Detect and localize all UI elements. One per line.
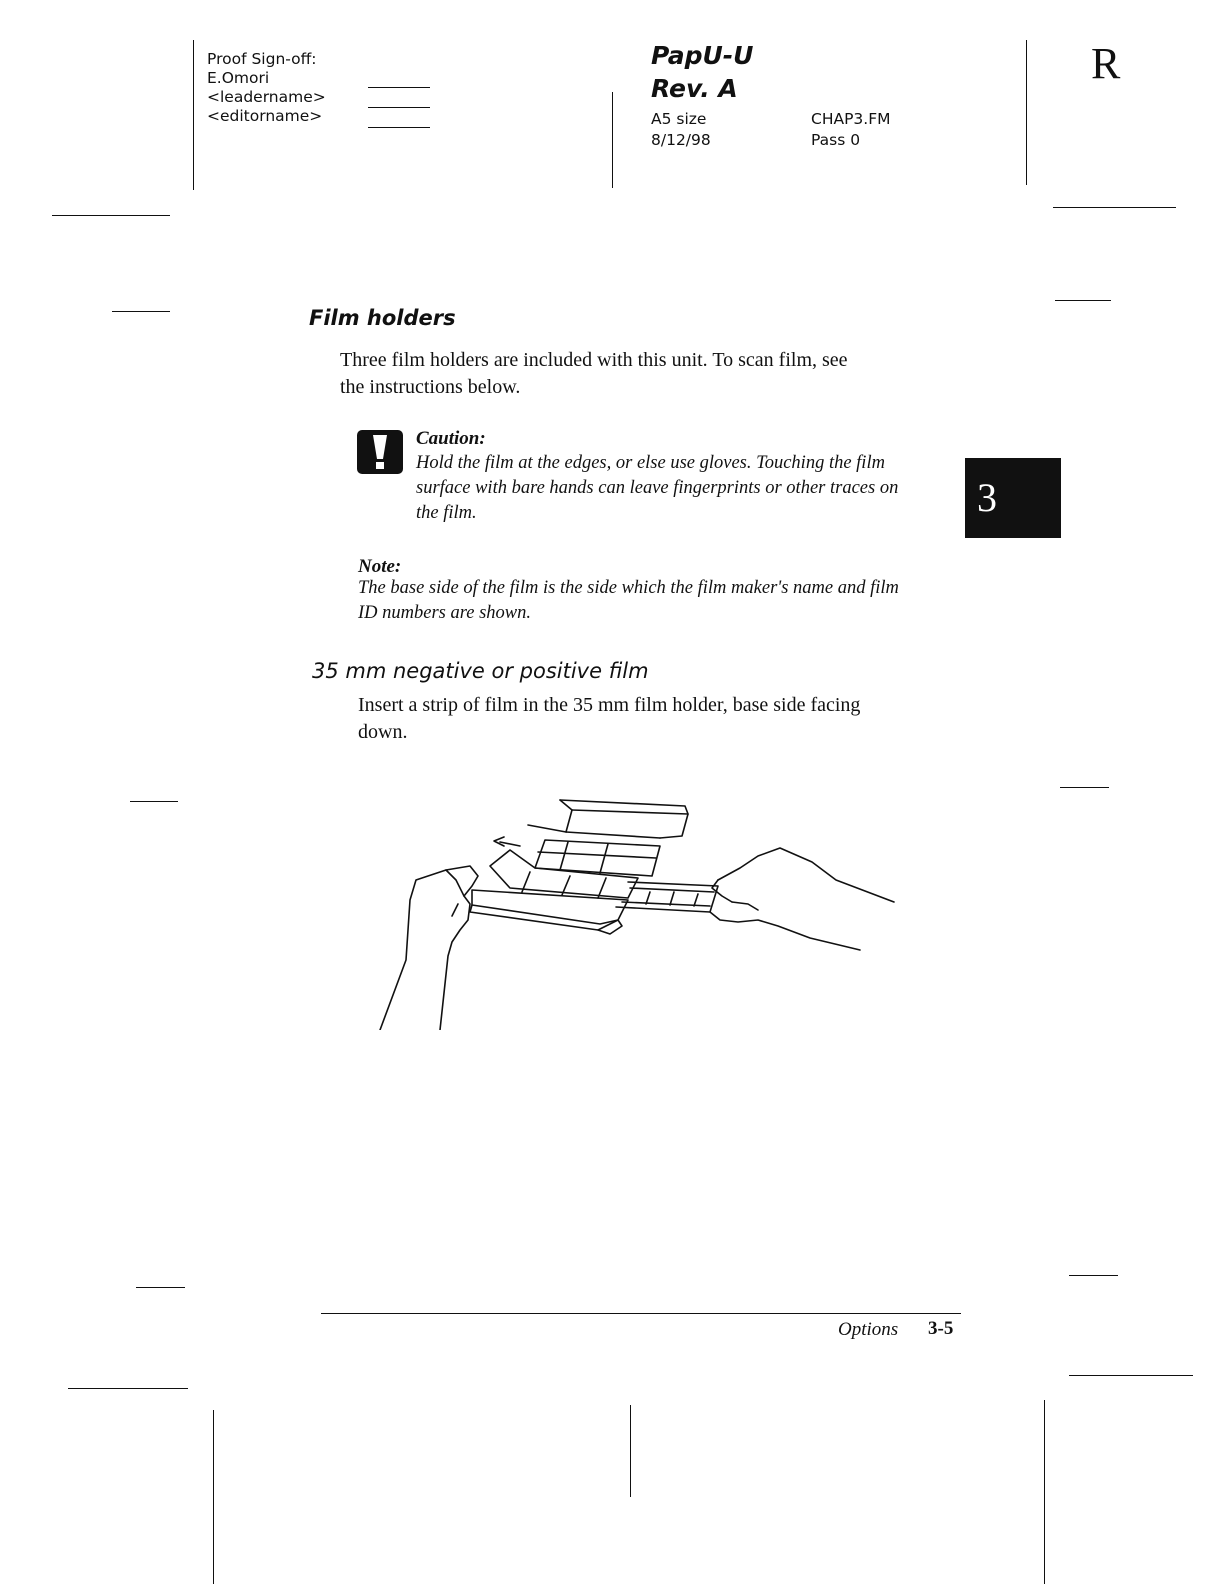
caution-text bbox=[416, 451, 956, 526]
crop-mark bbox=[1069, 1275, 1118, 1276]
chapter-tab: 3 bbox=[965, 458, 1061, 538]
product-name: PapU-U bbox=[651, 41, 754, 70]
crop-mark bbox=[1069, 1375, 1193, 1376]
crop-mark bbox=[136, 1287, 185, 1288]
sub-line: down. bbox=[358, 721, 408, 743]
corner-mark: R bbox=[1091, 39, 1121, 88]
pass-number: Pass 0 bbox=[811, 131, 861, 149]
revision-label: Rev. A bbox=[651, 74, 738, 103]
signer-name: <editorname> bbox=[207, 107, 323, 125]
crop-mark bbox=[1044, 1400, 1045, 1584]
proof-signoff bbox=[207, 50, 326, 126]
sub-line: Insert a strip of film in the 35 mm film holder, base side facing bbox=[358, 694, 861, 716]
crop-mark bbox=[612, 92, 613, 188]
section-title: Film holders bbox=[309, 306, 456, 330]
crop-mark bbox=[52, 215, 170, 216]
crop-mark bbox=[112, 311, 170, 312]
crop-mark bbox=[68, 1388, 188, 1389]
crop-mark bbox=[1053, 207, 1176, 208]
file-name: CHAP3.FM bbox=[811, 110, 891, 128]
caution-line: Hold the film at the edges, or else use gloves. Touching the film bbox=[416, 453, 885, 473]
crop-mark bbox=[1060, 787, 1109, 788]
exclamation-icon-glyph bbox=[357, 430, 403, 474]
intro-line: Three film holders are included with this unit. To scan film, see bbox=[340, 349, 848, 371]
film-holder-illustration bbox=[360, 780, 920, 1030]
page-size: A5 size bbox=[651, 110, 707, 128]
subsection-title: 35 mm negative or positive film bbox=[312, 659, 649, 683]
revision-date: 8/12/98 bbox=[651, 131, 711, 149]
proof-label: Proof Sign-off: bbox=[207, 50, 317, 68]
signature-line bbox=[368, 107, 430, 108]
signature-line bbox=[368, 87, 430, 88]
crop-mark bbox=[130, 801, 178, 802]
crop-mark bbox=[1026, 40, 1027, 185]
crop-mark bbox=[1055, 300, 1111, 301]
crop-mark bbox=[193, 40, 194, 190]
signer-name: E.Omori bbox=[207, 69, 270, 87]
note-title: Note: bbox=[358, 556, 402, 577]
note-line: ID numbers are shown. bbox=[358, 603, 532, 623]
note-text bbox=[358, 576, 958, 626]
intro-line: the instructions below. bbox=[340, 376, 521, 398]
caution-line: surface with bare hands can leave fingerprints or other traces on bbox=[416, 478, 899, 498]
caution-title: Caution: bbox=[416, 428, 486, 449]
signature-line bbox=[368, 127, 430, 128]
exclamation-icon bbox=[357, 430, 403, 474]
page-number: 3-5 bbox=[928, 1318, 954, 1339]
signer-name: <leadername> bbox=[207, 88, 326, 106]
note-line: The base side of the film is the side which the film maker's name and film bbox=[358, 578, 899, 598]
footer-rule bbox=[321, 1313, 961, 1314]
crop-mark bbox=[630, 1405, 631, 1497]
footer-chapter-label: Options bbox=[838, 1319, 899, 1340]
crop-mark bbox=[213, 1410, 214, 1584]
caution-line: the film. bbox=[416, 503, 477, 523]
